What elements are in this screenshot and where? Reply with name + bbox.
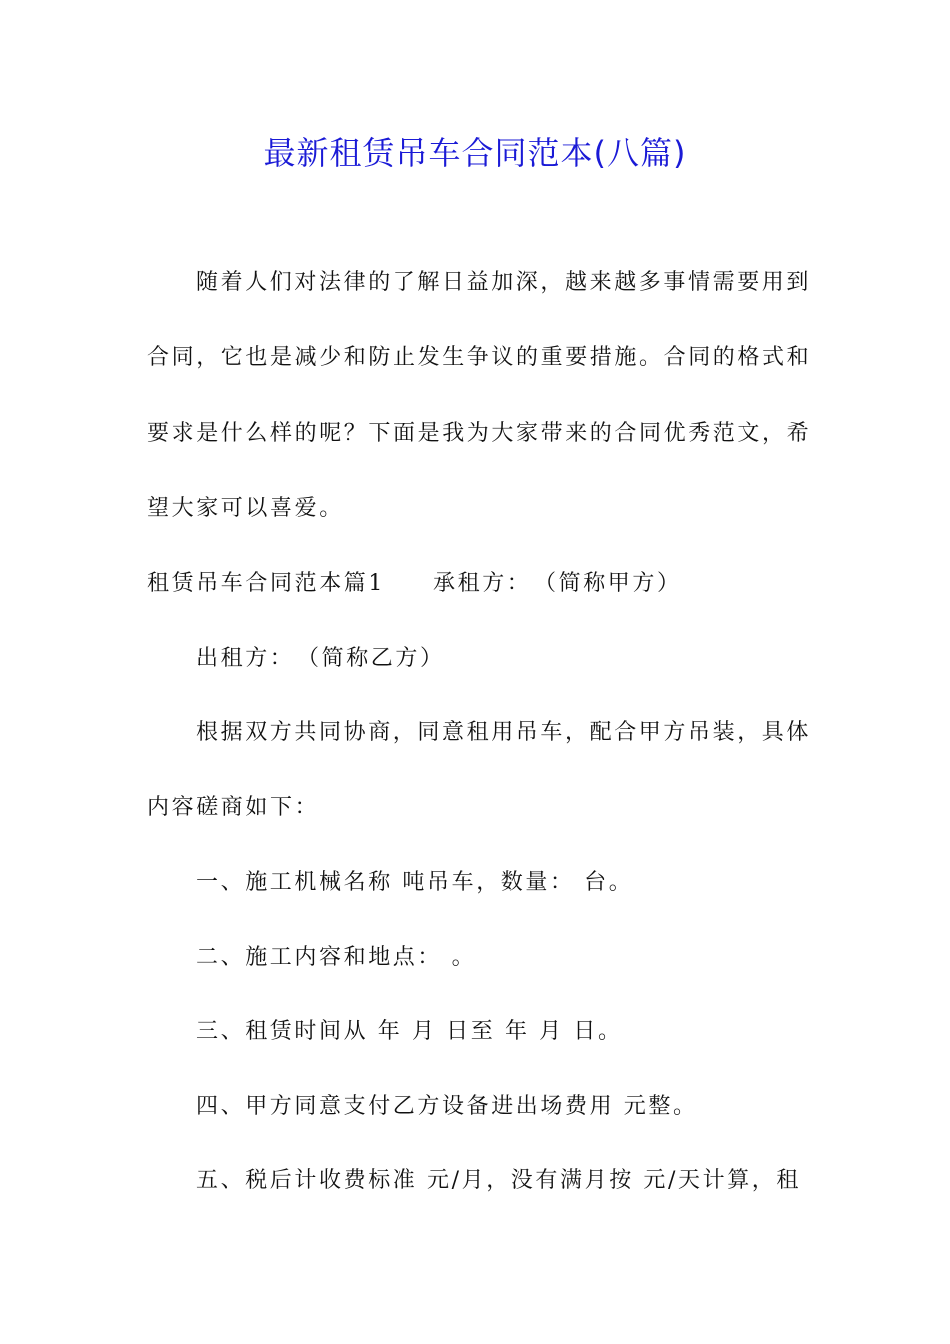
- intro-line-2: 合同，它也是减少和防止发生争议的重要措施。合同的格式和: [147, 345, 812, 370]
- intro-line-4: 望大家可以喜爱。: [147, 496, 344, 521]
- clause-5: 五、税后计收费标准 元/月，没有满月按 元/天计算，租: [196, 1168, 802, 1193]
- lessee-label: 承租方： （简称甲方）: [433, 571, 682, 596]
- body-line-2: 内容磋商如下：: [147, 795, 320, 820]
- intro-line-1: 随着人们对法律的了解日益加深，越来越多事情需要用到: [196, 270, 812, 295]
- section-heading: 租赁吊车合同范本篇1: [147, 571, 385, 596]
- lessor-label: 出租方： （简称乙方）: [196, 646, 445, 671]
- intro-line-3: 要求是什么样的呢？下面是我为大家带来的合同优秀范文，希: [147, 421, 812, 446]
- body-line-1: 根据双方共同协商，同意租用吊车，配合甲方吊装，具体: [196, 720, 812, 745]
- clause-2: 二、施工内容和地点： 。: [196, 945, 477, 970]
- clause-3: 三、租赁时间从 年 月 日至 年 月 日。: [196, 1019, 623, 1044]
- clause-4: 四、甲方同意支付乙方设备进出场费用 元整。: [196, 1094, 698, 1119]
- section-heading-line: [147, 569, 682, 599]
- document-title: 最新租赁吊车合同范本(八篇): [263, 134, 687, 172]
- clause-1: 一、施工机械名称 吨吊车，数量： 台。: [196, 870, 634, 895]
